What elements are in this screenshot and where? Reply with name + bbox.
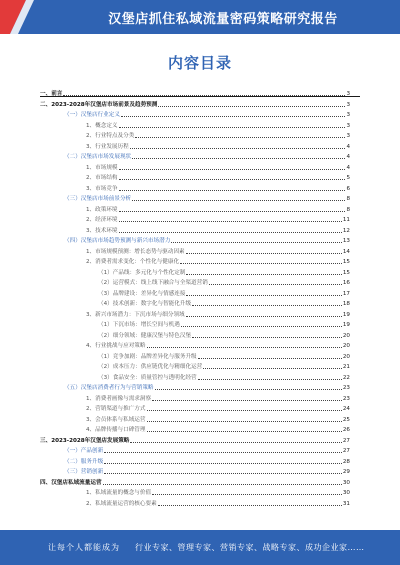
toc-entry[interactable] bbox=[64, 237, 350, 245]
toc-entry-label: 1、消费者画像与需求洞察 bbox=[86, 395, 152, 402]
toc-entry-label: （3）食品安全：质量管控与透明化经营 bbox=[98, 374, 197, 381]
toc-entry[interactable] bbox=[98, 279, 350, 287]
toc-entry-label: （1）竞争加剧：品牌差异化与服务升级 bbox=[98, 353, 197, 360]
toc-entry[interactable] bbox=[86, 342, 350, 350]
footer-slogan: 让每个人都能成为 bbox=[48, 543, 120, 552]
toc-dot-leader bbox=[181, 326, 342, 327]
toc-dot-leader bbox=[132, 158, 345, 159]
logo-icon bbox=[0, 0, 46, 34]
toc-entry-page: 8 bbox=[346, 206, 350, 213]
toc-dot-leader bbox=[119, 190, 346, 191]
toc-entry-page: 16 bbox=[342, 280, 350, 286]
toc-dot-leader bbox=[192, 305, 342, 306]
toc-entry-page: 4 bbox=[346, 143, 350, 150]
toc-entry-label: （2）运营模式：线上线下融合与全渠道营销 bbox=[98, 280, 208, 286]
toc-entry[interactable] bbox=[86, 258, 350, 266]
toc-entry[interactable] bbox=[86, 132, 350, 140]
toc-dot-leader bbox=[130, 442, 341, 443]
toc-entry[interactable] bbox=[98, 363, 350, 371]
toc-entry-label: （五）汉堡店消费者行为与营销策略 bbox=[64, 385, 154, 391]
toc-entry-label: 一、前言 bbox=[40, 91, 63, 97]
toc-entry-page: 27 bbox=[342, 437, 350, 444]
toc-dot-leader bbox=[152, 400, 342, 401]
toc-dot-leader bbox=[119, 221, 342, 222]
toc-entry[interactable] bbox=[86, 122, 350, 130]
toc-entry-page: 17 bbox=[342, 290, 350, 297]
toc-entry-label: （三）汉堡店市场前景分析 bbox=[64, 196, 132, 202]
toc-entry-label: 3、技术环境 bbox=[86, 227, 118, 234]
toc-dot-leader bbox=[119, 169, 346, 170]
toc-entry-label: 3、会员体系与私域运营 bbox=[86, 416, 146, 423]
toc-entry-page: 21 bbox=[342, 364, 350, 370]
toc-entry-page: 23 bbox=[342, 395, 350, 402]
toc-entry-label: 2、行业特点及分类 bbox=[86, 133, 135, 139]
toc-dot-leader bbox=[203, 368, 342, 369]
toc-entry-label: 3、新兴市场潜力：下沉市场与细分领域 bbox=[86, 311, 185, 318]
toc-entry-page: 3 bbox=[346, 122, 350, 129]
toc-entry[interactable] bbox=[86, 426, 350, 434]
toc-entry-label: （三）营销创新 bbox=[64, 469, 104, 475]
toc-dot-leader bbox=[119, 211, 346, 212]
toc-dot-leader bbox=[186, 274, 341, 275]
toc-entry-page: 25 bbox=[342, 416, 350, 423]
toc-dot-leader bbox=[198, 379, 342, 380]
toc-entry-label: 2、经济环境 bbox=[86, 217, 118, 223]
toc-entry-label: 3、市场竞争 bbox=[86, 185, 118, 192]
toc-entry[interactable] bbox=[86, 248, 350, 256]
toc-entry-label: （1）产品线：多元化与个性化定制 bbox=[98, 269, 186, 276]
report-title: 汉堡店抓住私域流量密码策略研究报告 bbox=[108, 12, 338, 27]
toc-entry[interactable] bbox=[98, 290, 350, 298]
toc-entry[interactable] bbox=[40, 479, 350, 487]
toc-entry-page: 8 bbox=[346, 196, 350, 202]
toc-entry-label: （一）产品创新 bbox=[64, 448, 104, 454]
toc-entry[interactable] bbox=[86, 174, 350, 182]
toc-entry-label: 4、行业挑战与应对策略 bbox=[86, 343, 146, 349]
toc-entry-label: 2、营销渠道与推广方式 bbox=[86, 406, 146, 412]
toc-entry-label: （3）品牌建设：差异化与情感连接 bbox=[98, 290, 186, 297]
toc-dot-leader bbox=[180, 263, 342, 264]
toc-dot-leader bbox=[104, 473, 342, 474]
toc-dot-leader bbox=[209, 284, 342, 285]
toc-dot-leader bbox=[119, 127, 346, 128]
toc-entry-page: 27 bbox=[342, 448, 350, 454]
toc-entry-page: 29 bbox=[342, 469, 350, 475]
toc-entry[interactable] bbox=[86, 206, 350, 214]
toc-entry-label: 4、品牌传播与口碑管理 bbox=[86, 427, 146, 433]
toc-entry-page: 30 bbox=[342, 479, 350, 486]
toc-entry[interactable] bbox=[86, 216, 350, 224]
toc-dot-leader bbox=[104, 463, 342, 464]
toc-entry-page: 19 bbox=[342, 322, 350, 328]
toc-entry-label: 2、私域流量运营的核心要素 bbox=[86, 500, 157, 507]
toc-entry[interactable] bbox=[86, 395, 350, 403]
toc-dot-leader bbox=[147, 421, 342, 422]
toc-entry-label: 1、概念定义 bbox=[86, 122, 118, 129]
toc-entry[interactable] bbox=[98, 353, 350, 361]
toc-entry-page: 26 bbox=[342, 427, 350, 433]
toc-dot-leader bbox=[158, 505, 342, 506]
toc-entry-page: 13 bbox=[342, 238, 350, 244]
toc-entry-label: （一）汉堡店行业定义 bbox=[64, 112, 120, 118]
toc-entry[interactable] bbox=[40, 101, 350, 109]
toc-entry[interactable] bbox=[64, 458, 350, 466]
toc-dot-leader bbox=[158, 106, 345, 107]
footer-bar bbox=[0, 530, 400, 565]
toc-entry[interactable] bbox=[86, 143, 350, 151]
toc-entry-label: 2、市场结构 bbox=[86, 175, 118, 181]
toc-entry-page: 18 bbox=[342, 301, 350, 307]
toc-dot-leader bbox=[152, 494, 342, 495]
toc-entry[interactable] bbox=[86, 185, 350, 193]
toc-entry-page: 15 bbox=[342, 269, 350, 276]
toc-entry-page: 4 bbox=[346, 154, 350, 160]
toc-dot-leader bbox=[130, 148, 346, 149]
toc-entry-label: 1、市场规模 bbox=[86, 164, 118, 171]
toc-dot-leader bbox=[103, 484, 342, 485]
toc-entry-page: 11 bbox=[342, 217, 350, 223]
toc-entry[interactable] bbox=[64, 153, 350, 161]
toc-entry[interactable] bbox=[98, 269, 350, 277]
toc-entry-page: 19 bbox=[342, 311, 350, 318]
toc-entry[interactable] bbox=[86, 405, 350, 413]
toc-entry-page: 14 bbox=[342, 248, 350, 255]
toc-entry-label: （2）细分领域：健康汉堡与特色汉堡 bbox=[98, 332, 192, 339]
toc-entry-page: 5 bbox=[346, 175, 350, 181]
toc-entry-label: 二、2023-2028年汉堡店市场前景及趋势预测 bbox=[40, 101, 158, 108]
toc-entry[interactable] bbox=[64, 384, 350, 392]
toc-entry-page: 24 bbox=[342, 406, 350, 412]
toc-entry-label: 3、行业发展历程 bbox=[86, 143, 129, 150]
toc-dot-leader bbox=[147, 431, 342, 432]
toc-dot-leader bbox=[119, 232, 342, 233]
toc-entry-page: 23 bbox=[342, 385, 350, 391]
toc-entry-page: 3 bbox=[346, 101, 350, 108]
toc-entry[interactable] bbox=[98, 332, 350, 340]
toc-entry[interactable] bbox=[86, 311, 350, 319]
toc-entry[interactable] bbox=[64, 468, 350, 476]
toc-entry-page: 4 bbox=[346, 164, 350, 171]
toc-entry-page: 31 bbox=[342, 500, 350, 507]
toc-entry-label: （二）服务升级 bbox=[64, 458, 104, 465]
toc-entry[interactable] bbox=[86, 164, 350, 172]
toc-entry[interactable] bbox=[86, 227, 350, 235]
toc-entry-label: （2）成本压力：供应链优化与精细化运营 bbox=[98, 364, 203, 370]
toc-entry-label: 四、汉堡店私域流量运营 bbox=[40, 479, 102, 486]
toc-entry[interactable] bbox=[40, 90, 350, 98]
toc-dot-leader bbox=[192, 337, 342, 338]
toc-entry[interactable] bbox=[40, 437, 350, 445]
toc-entry-page: 3 bbox=[346, 133, 350, 139]
toc-entry-label: 1、政策环境 bbox=[86, 206, 118, 213]
toc-entry-page: 3 bbox=[346, 91, 350, 97]
toc-entry[interactable] bbox=[98, 321, 350, 329]
toc-dot-leader bbox=[121, 116, 345, 117]
toc-entry-page: 28 bbox=[342, 458, 350, 465]
toc-dot-leader bbox=[171, 242, 342, 243]
toc-dot-leader bbox=[155, 389, 342, 390]
toc-dot-leader bbox=[63, 95, 345, 96]
toc-entry[interactable] bbox=[86, 489, 350, 497]
toc-entry-label: 1、市场规模预测：增长态势与驱动因素 bbox=[86, 248, 185, 255]
toc-dot-leader bbox=[119, 179, 346, 180]
toc-entry-label: （4）技术创新：数字化与智能化升级 bbox=[98, 301, 192, 307]
toc-dot-leader bbox=[198, 358, 342, 359]
toc-entry[interactable] bbox=[98, 374, 350, 382]
toc-entry-page: 15 bbox=[342, 259, 350, 265]
toc-entry-page: 22 bbox=[342, 374, 350, 381]
toc-entry-page: 12 bbox=[342, 227, 350, 234]
toc-entry[interactable] bbox=[64, 447, 350, 455]
toc-entry-page: 30 bbox=[342, 490, 350, 496]
toc-dot-leader bbox=[132, 200, 345, 201]
header-bar bbox=[0, 0, 400, 34]
footer-tagline: 行业专家、管理专家、营销专家、战略专家、成功企业家…… bbox=[135, 543, 365, 552]
toc-entry-page: 6 bbox=[346, 185, 350, 192]
toc-dot-leader bbox=[186, 316, 342, 317]
toc-entry-page: 20 bbox=[342, 343, 350, 349]
toc-entry-page: 20 bbox=[342, 353, 350, 360]
toc-entry-label: 2、消费者需求变化：个性化与健康化 bbox=[86, 259, 180, 265]
toc-entry-label: （1）下沉市场：增长空间与机遇 bbox=[98, 322, 180, 328]
toc-heading: 内容目录 bbox=[167, 54, 232, 72]
toc-entry[interactable] bbox=[64, 195, 350, 203]
toc-dot-leader bbox=[186, 295, 341, 296]
toc-entry-label: 三、2023-2028年汉堡店发展策略 bbox=[40, 437, 130, 444]
toc-entry[interactable] bbox=[98, 300, 350, 308]
toc-entry-label: （四）汉堡店市场趋势预测与新兴市场潜力 bbox=[64, 238, 171, 244]
toc-entry-page: 3 bbox=[346, 112, 350, 118]
toc-entry-page: 20 bbox=[342, 332, 350, 339]
toc-entry[interactable] bbox=[86, 416, 350, 424]
toc-dot-leader bbox=[147, 410, 342, 411]
toc-dot-leader bbox=[104, 452, 342, 453]
toc-dot-leader bbox=[186, 253, 342, 254]
toc-dot-leader bbox=[135, 137, 345, 138]
toc-entry-label: （二）汉堡店市场发展现状 bbox=[64, 154, 132, 160]
toc-dot-leader bbox=[147, 347, 342, 348]
toc-entry[interactable] bbox=[64, 111, 350, 119]
toc-entry[interactable] bbox=[86, 500, 350, 508]
toc-entry-label: 1、私域流量的概念与价值 bbox=[86, 490, 152, 496]
